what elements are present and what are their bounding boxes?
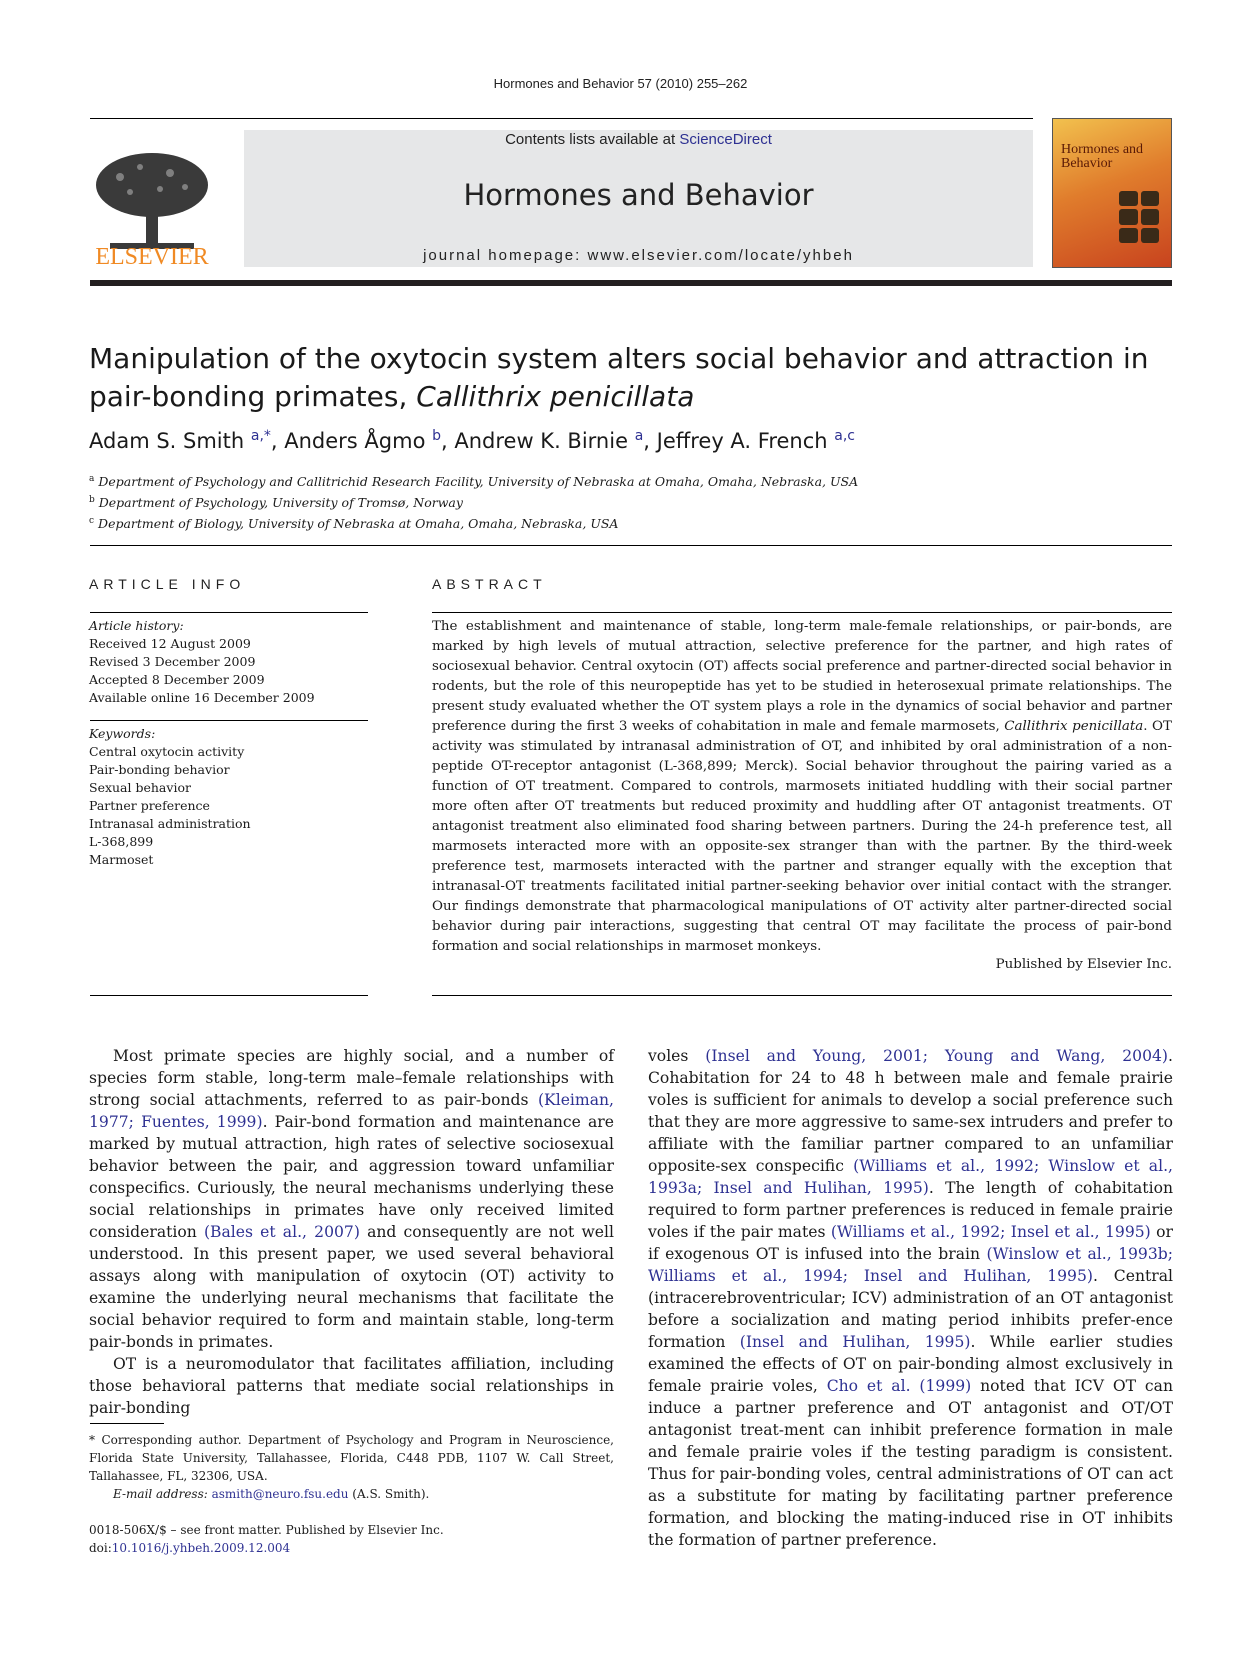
author-name: Jeffrey A. French xyxy=(656,429,835,453)
issn-line: 0018-506X/$ – see front matter. Published by Elsevier Inc. xyxy=(89,1523,444,1537)
history-item: Revised 3 December 2009 xyxy=(89,654,256,669)
affiliation-key: c xyxy=(89,516,95,527)
email-link[interactable]: asmith@neuro.fsu.edu xyxy=(211,1487,349,1501)
header-top-rule xyxy=(90,118,1033,119)
article-history xyxy=(89,617,367,707)
corresponding-author-footnote xyxy=(89,1431,614,1503)
journal-name: Hormones and Behavior xyxy=(463,178,814,212)
title-main: Manipulation of the oxytocin system alters social behavior and attraction in pair-bonding primates, xyxy=(89,342,1149,413)
author-affiliation-marker[interactable]: a,c xyxy=(834,428,855,444)
author-affiliation-marker[interactable]: a,* xyxy=(250,428,271,444)
journal-cover xyxy=(1052,118,1172,268)
history-label: Article history: xyxy=(89,618,184,633)
abstract-part-1: The establishment and maintenance of stable, long-term male-female relationships, or pair-bonds, are marked by high levels of mutual attraction, selective preference for the partner, and high rates of sociosexual behavior. Central oxytocin (OT) affects social preference and partner-directed social behavior in rodents, but the role of this neuropeptide has yet to be studied in heterosexual primate relationships. The present study evaluated whether the OT system plays a role in the dynamics of social behavior and partner preference during the first 3 weeks of cohabitation in male and female marmosets, xyxy=(432,619,1172,734)
citation-link[interactable]: (Winslow et al., 1993b; Williams et al., 1994; Insel and Hulihan, 1995) xyxy=(648,1245,1174,1285)
abstract-bottom-rule xyxy=(432,995,1172,996)
citation-link[interactable]: (Williams et al., 1992; Winslow et al., 1993a; Insel and Hulihan, 1995) xyxy=(648,1157,1173,1197)
publisher-line: Published by Elsevier Inc. xyxy=(995,957,1172,972)
contents-line xyxy=(244,131,1033,148)
keyword-item: Central oxytocin activity xyxy=(89,744,245,759)
keywords-label: Keywords: xyxy=(89,726,156,741)
affiliation-item xyxy=(89,512,1169,533)
citation-link[interactable]: (Bales et al., 2007) xyxy=(203,1223,360,1241)
citation-link[interactable]: (Insel and Young, 2001; Young and Wang, 2004) xyxy=(705,1047,1169,1065)
affiliation-key: a xyxy=(89,474,95,484)
sciencedirect-link[interactable]: ScienceDirect xyxy=(679,131,772,148)
author-name: Adam S. Smith xyxy=(89,429,251,453)
affiliation-item xyxy=(89,470,1169,491)
affiliation-text: Department of Psychology, University of Tromsø, Norway xyxy=(98,495,463,511)
body-column-right xyxy=(648,1045,1173,1551)
article-info-bottom-rule xyxy=(90,995,368,996)
author-affiliation-marker[interactable]: b xyxy=(432,428,441,444)
cover-title: Hormones and Behavior xyxy=(1061,142,1144,171)
affiliation-text: Department of Biology, University of Nebraska at Omaha, Omaha, Nebraska, USA xyxy=(98,516,619,532)
keyword-item: Marmoset xyxy=(89,852,154,867)
body-paragraph: Most primate species are highly social, and a number of species form stable, long-term male–female relationships with strong social attachments, referred to as pair-bonds (Kleiman, 1977; Fuentes, 1999). Pair-bond formation and maintenance are marked by mutual attraction, high rates of selective sociosexual behavior between the pair, and aggression toward unfamiliar conspecifics. Curiously, the neural mechanisms underlying these social relationships in primates have only received limited consideration (Bales et al., 2007) and consequently are not well understood. In this present paper, we used several behavioral assays along with manipulation of oxytocin (OT) activity to examine the underlying neural mechanisms that facilitate the social behavior required to form and maintain stable, long-term pair-bonds in primates. xyxy=(89,1047,614,1351)
citation-link[interactable]: (Insel and Hulihan, 1995) xyxy=(739,1333,971,1351)
citation-link[interactable]: (Williams et al., 1992; Insel et al., 1995) xyxy=(830,1223,1151,1241)
doi-link[interactable]: 10.1016/j.yhbeh.2009.12.004 xyxy=(111,1541,291,1555)
footnote-rule xyxy=(90,1423,164,1424)
abstract-text xyxy=(432,617,1172,957)
keyword-item: L-368,899 xyxy=(89,834,154,849)
email-line xyxy=(89,1485,614,1503)
history-item: Accepted 8 December 2009 xyxy=(89,672,265,687)
body-column-left xyxy=(89,1045,614,1419)
keyword-item: Sexual behavior xyxy=(89,780,191,795)
citation-link[interactable]: Cho et al. (1999) xyxy=(826,1377,972,1395)
cover-image-grid xyxy=(1119,191,1159,243)
abstract-heading: ABSTRACT xyxy=(432,576,547,592)
affiliation-text: Department of Psychology and Callitrichid Research Facility, University of Nebraska at Omaha, Omaha, Nebraska, USA xyxy=(98,474,859,490)
body-paragraph: voles (Insel and Young, 2001; Young and Wang, 2004). Cohabitation for 24 to 48 h between male and female prairie voles is sufficient for animals to develop a social preference such that they are more aggressive to same-sex intruders and prefer to affiliate with the familiar partner compared to an unfamiliar opposite-sex conspecific (Williams et al., 1992; Winslow et al., 1993a; Insel and Hulihan, 1995). The length of cohabitation required to form partner preferences is reduced in female prairie voles if the pair mates (Williams et al., 1992; Insel et al., 1995) or if exogenous OT is infused into the brain (Winslow et al., 1993b; Williams et al., 1994; Insel and Hulihan, 1995). Central (intracerebroventricular; ICV) administration of an OT antagonist before a socialization and mating period inhibits prefer-ence formation (Insel and Hulihan, 1995). While earlier studies examined the effects of OT on pair-bonding almost exclusively in female prairie voles, Cho et al. (1999) noted that ICV OT can induce a partner preference and OT antagonist and OT/OT antagonist treat-ment can inhibit preference formation in male and female prairie voles if the testing paradigm is consistent. Thus for pair-bonding voles, central administrations of OT can act as a substitute for mating by facilitating partner preference formation, and blocking the mating-induced rise in OT inhibits the formation of partner preference. xyxy=(648,1047,1174,1549)
article-title xyxy=(89,340,1169,416)
affiliation-list xyxy=(89,470,1169,533)
keywords-block xyxy=(89,725,367,869)
affiliation-item xyxy=(89,491,1169,512)
corresponding-text: * Corresponding author. Department of Psychology and Program in Neuroscience, Florida State University, Tallahassee, Florida, C448 PDB, 1107 W. Call Street, Tallahassee, FL, 32306, USA. xyxy=(89,1433,614,1483)
history-item: Available online 16 December 2009 xyxy=(89,690,315,705)
keyword-item: Pair-bonding behavior xyxy=(89,762,230,777)
article-info-heading: ARTICLE INFO xyxy=(89,576,246,592)
email-owner: (A.S. Smith). xyxy=(352,1487,430,1501)
author-affiliation-marker[interactable]: a xyxy=(634,428,644,444)
citation-link[interactable]: (Kleiman, 1977; Fuentes, 1999) xyxy=(89,1091,614,1131)
title-species: Callithrix penicillata xyxy=(416,380,695,413)
affiliation-key: b xyxy=(89,495,95,506)
keyword-item: Intranasal administration xyxy=(89,816,251,831)
author-list: Adam S. Smith $^{a,*}$, Anders Ågmo $^b$, Andrew K. Birnie $^a$, Jeffrey A. French $^{a,c}$ xyxy=(89,428,855,453)
email-label: E-mail address: xyxy=(113,1487,208,1501)
front-matter xyxy=(89,1521,614,1557)
running-head: Hormones and Behavior 57 (2010) 255–262 xyxy=(493,76,748,91)
abstract-part-2: . OT activity was stimulated by intranasal administration of OT, and inhibited by oral administration of a non-peptide OT-receptor antagonist (L-368,899; Merck). Social behavior throughout the pairing varied as a function of OT treatment. Compared to controls, marmosets initiated huddling with their social partner more often after OT treatments but reduced proximity and huddling after OT antagonist treatments. OT antagonist treatment also eliminated food sharing between partners. During the 24-h preference test, all marmosets interacted more with an opposite-sex stranger than with the partner. By the third-week preference test, marmosets interacted with the partner and stranger equally with the exception that intranasal-OT treatments facilitated initial partner-seeking behavior over initial contact with the stranger. Our findings demonstrate that pharmacological manipulations of OT activity alter partner-directed social behavior during pair interactions, suggesting that central OT may facilitate the process of pair-bond formation and social relationships in marmoset monkeys. xyxy=(432,719,1172,954)
doi-line xyxy=(89,1539,614,1557)
author-name: Andrew K. Birnie xyxy=(454,429,635,453)
keyword-list xyxy=(89,743,367,869)
article-info-rule xyxy=(90,612,368,613)
abstract-species: Callithrix penicillata xyxy=(1004,719,1144,734)
keyword-item: Partner preference xyxy=(89,798,210,813)
doi-label: doi: xyxy=(89,1541,112,1555)
keywords-rule xyxy=(90,720,368,721)
elsevier-logo-text: ELSEVIER xyxy=(95,244,209,270)
header-thick-rule xyxy=(90,280,1172,286)
history-list xyxy=(89,635,367,707)
body-paragraph: OT is a neuromodulator that facilitates affiliation, including those behavioral patterns that mediate social relationships in pair-bonding xyxy=(89,1355,614,1417)
author-name: Anders Ågmo xyxy=(284,429,433,453)
contents-prefix: Contents lists available at xyxy=(505,131,676,148)
section-divider xyxy=(90,545,1172,546)
history-item: Received 12 August 2009 xyxy=(89,636,251,651)
abstract-rule xyxy=(432,612,1172,613)
journal-homepage[interactable]: journal homepage: www.elsevier.com/locate/yhbeh xyxy=(423,247,854,264)
